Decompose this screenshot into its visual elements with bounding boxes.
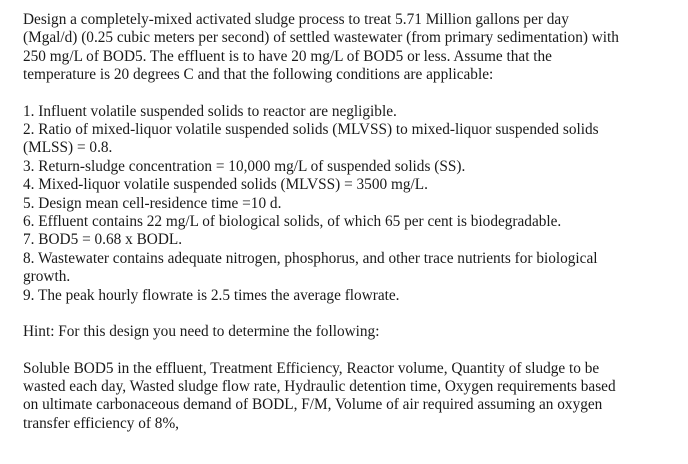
intro-paragraph: Design a completely-mixed activated sludge process to treat 5.71 Million gallons per day (Mgal/d) (0.25 cubic meters per second) of settled wastewater (from primary sedimentation) with 250 mg/L of BOD5. The effluent is to have 20 mg/L of BOD5 or less. Assume that the temperature is 20 degrees C and that the following conditions are applicable: (23, 11, 619, 84)
condition-item-4: 4. Mixed-liquor volatile suspended solids (MLVSS) = 3500 mg/L. (23, 176, 428, 194)
condition-item-5: 5. Design mean cell-residence time =10 d. (23, 194, 282, 212)
hint-paragraph: Hint: For this design you need to determine the following: (23, 323, 380, 341)
condition-item-7: 7. BOD5 = 0.68 x BODL. (23, 231, 183, 249)
condition-item-9: 9. The peak hourly flowrate is 2.5 times the average flowrate. (23, 286, 400, 304)
condition-item-1: 1. Influent volatile suspended solids to reactor are negligible. (23, 102, 397, 120)
condition-item-6: 6. Effluent contains 22 mg/L of biological solids, of which 65 per cent is biodegradable. (23, 213, 562, 231)
condition-item-8: 8. Wastewater contains adequate nitrogen, phosphorus, and other trace nutrients for biological growth. (23, 249, 598, 286)
paragraph-spacer (23, 85, 678, 103)
requirements-paragraph: Soluble BOD5 in the effluent, Treatment Efficiency, Reactor volume, Quantity of sludge to be wasted each day, Wasted sludge flow rate, Hydraulic detention time, Oxygen requirements based on ultimate carbonaceous demand of BODL, F/M, Volume of air required assuming an oxygen transfer efficiency of 8%, (23, 359, 616, 432)
paragraph-spacer (23, 305, 678, 323)
paragraph-spacer (23, 342, 678, 360)
condition-item-3: 3. Return-sludge concentration = 10,000 mg/L of suspended solids (SS). (23, 157, 466, 175)
condition-item-2: 2. Ratio of mixed-liquor volatile suspended solids (MLVSS) to mixed-liquor suspended solids (MLSS) = 0.8. (23, 121, 599, 157)
conditions-list (23, 103, 678, 305)
